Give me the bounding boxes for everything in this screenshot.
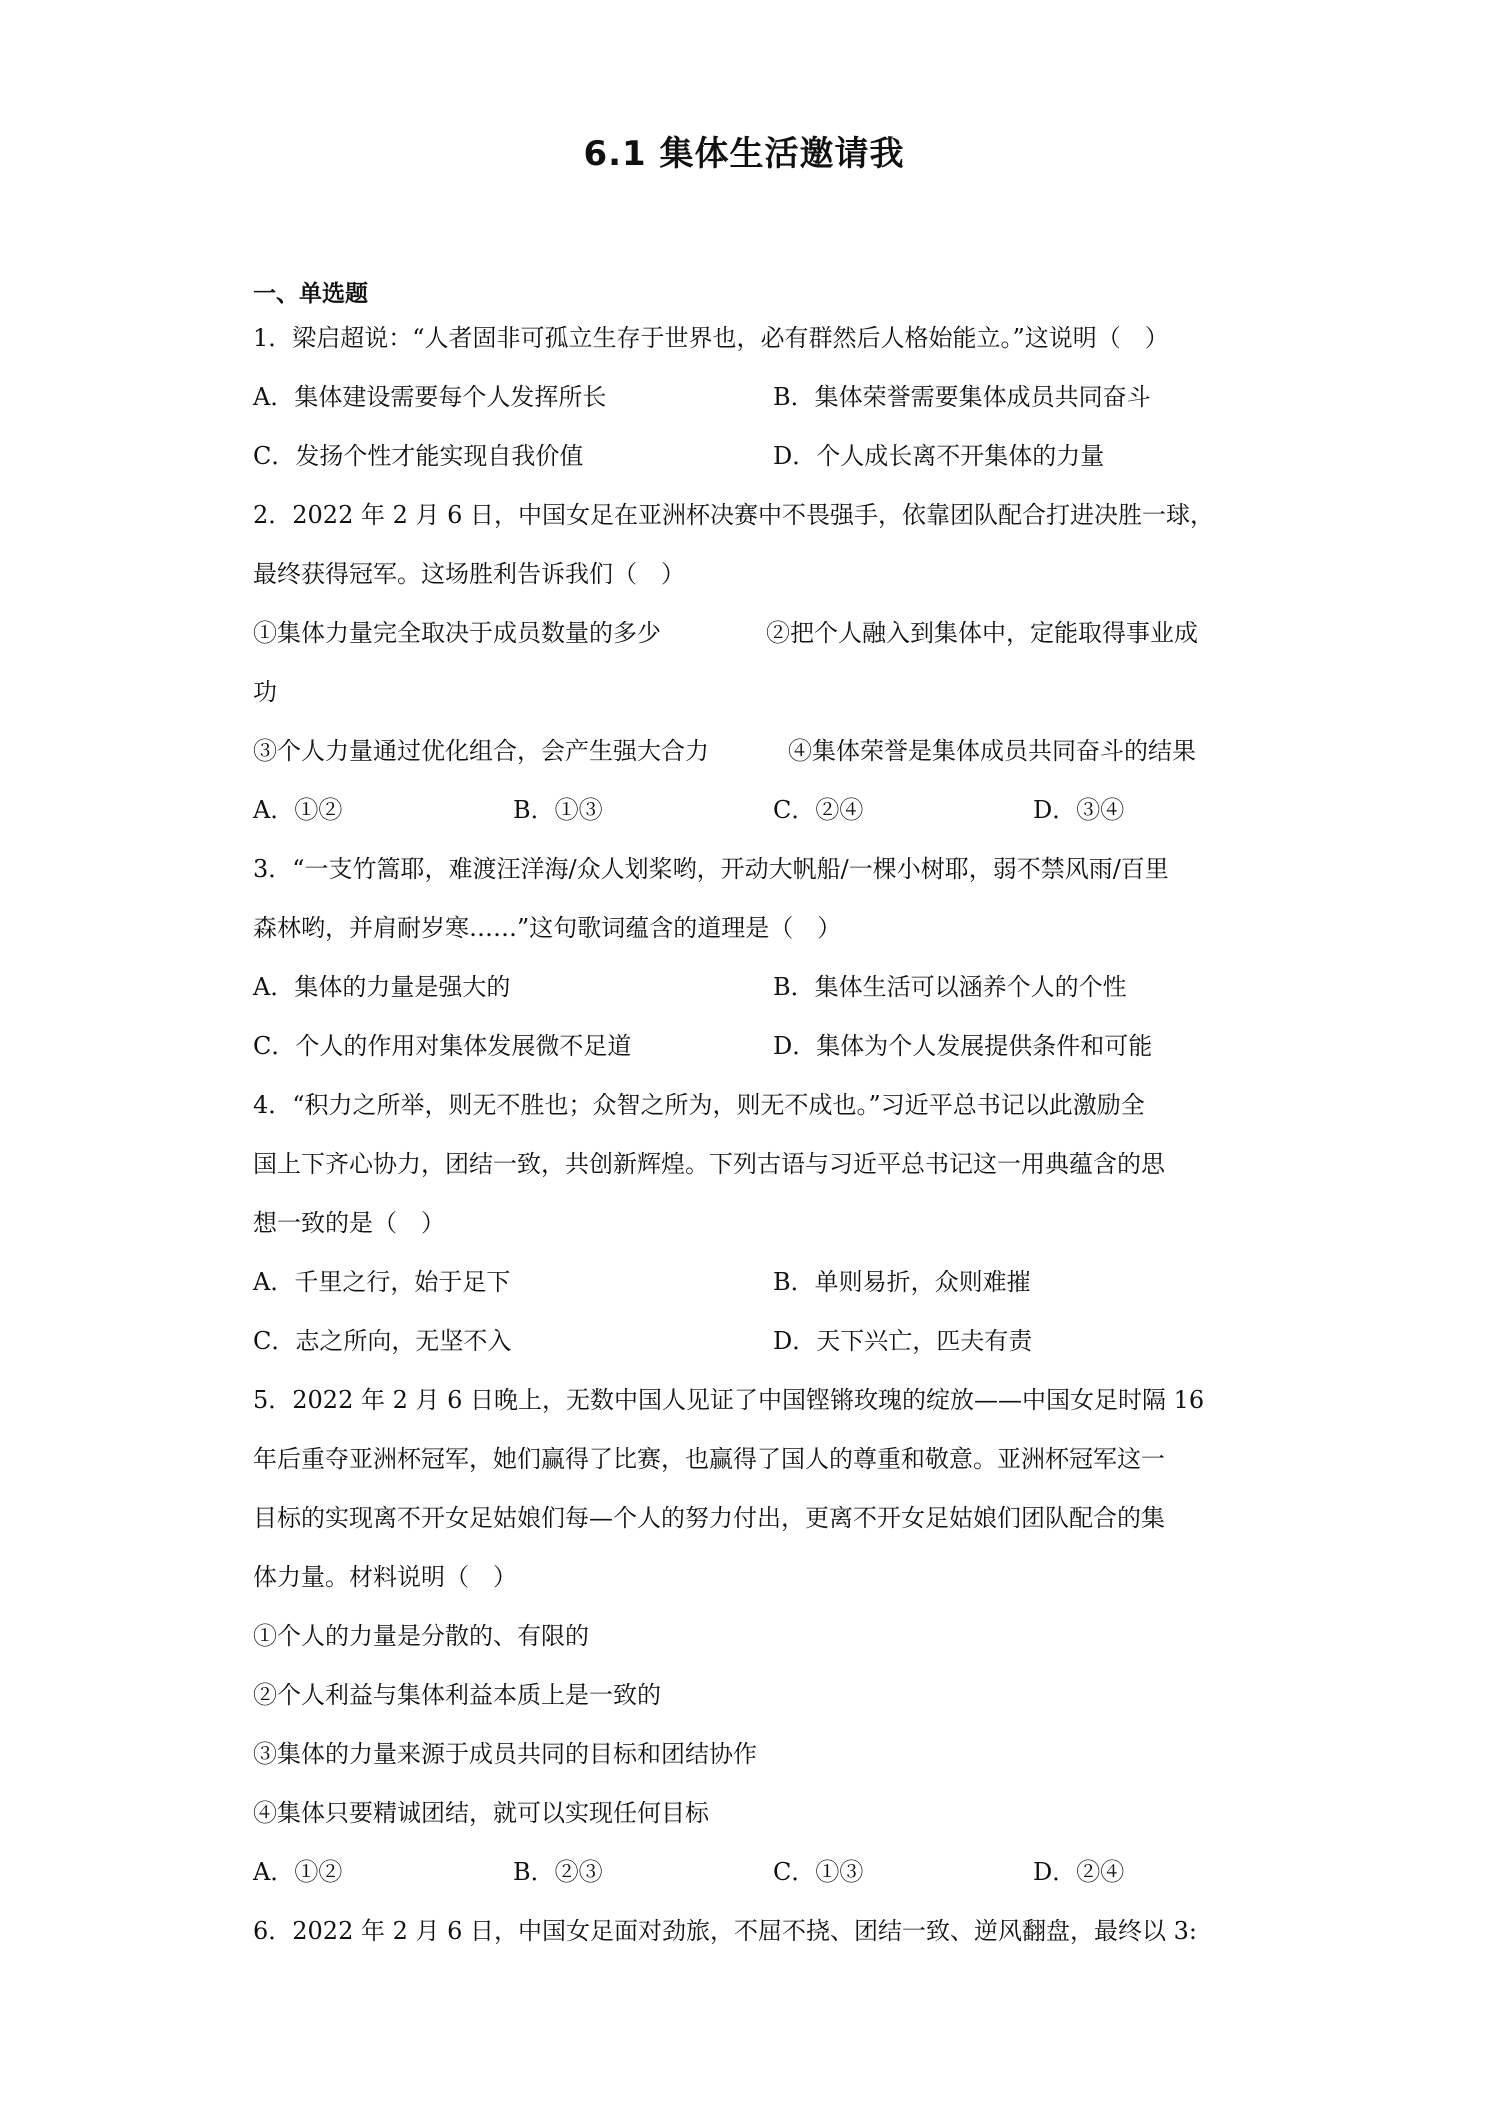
question-1-option-b: B．集体荣誉需要集体成员共同奋斗 bbox=[773, 383, 1151, 411]
question-2-option-d: D．③④ bbox=[1033, 796, 1125, 824]
question-3-option-d: D．集体为个人发展提供条件和可能 bbox=[773, 1032, 1153, 1060]
question-3-stem-line-1: 3．“一支竹篙耶，难渡汪洋海/众人划桨哟，开动大帆船/一棵小树耶，弱不禁风雨/百里 bbox=[253, 855, 1169, 883]
question-5-option-d: D．②④ bbox=[1033, 1858, 1125, 1886]
question-2-option-a: A．①② bbox=[253, 796, 343, 824]
question-3-option-b: B．集体生活可以涵养个人的个性 bbox=[773, 973, 1127, 1001]
question-5-statement-3: ③集体的力量来源于成员共同的目标和团结协作 bbox=[253, 1740, 757, 1768]
question-5-statement-4: ④集体只要精诚团结，就可以实现任何目标 bbox=[253, 1799, 709, 1827]
question-5-statement-2: ②个人利益与集体利益本质上是一致的 bbox=[253, 1681, 661, 1709]
question-4-stem-line-2: 国上下齐心协力，团结一致，共创新辉煌。下列古语与习近平总书记这一用典蕴含的思 bbox=[253, 1150, 1165, 1178]
question-2-statement-4: ④集体荣誉是集体成员共同奋斗的结果 bbox=[788, 737, 1196, 765]
question-2-statement-2: ②把个人融入到集体中，定能取得事业成 bbox=[766, 619, 1198, 647]
question-2-stem-line-2: 最终获得冠军。这场胜利告诉我们（ ） bbox=[253, 560, 685, 588]
question-4-option-a: A．千里之行，始于足下 bbox=[253, 1268, 511, 1296]
page-title: 6.1 集体生活邀请我 bbox=[583, 134, 905, 174]
question-5-statement-1: ①个人的力量是分散的、有限的 bbox=[253, 1622, 589, 1650]
question-2-statement-1: ①集体力量完全取决于成员数量的多少 bbox=[253, 619, 661, 647]
question-2-statement-3: ③个人力量通过优化组合，会产生强大合力 bbox=[253, 737, 709, 765]
question-4-option-d: D．天下兴亡，匹夫有责 bbox=[773, 1327, 1033, 1355]
question-5-stem-line-4: 体力量。材料说明（ ） bbox=[253, 1563, 517, 1591]
question-2-option-c: C．②④ bbox=[773, 796, 864, 824]
question-5-stem-line-2: 年后重夺亚洲杯冠军，她们赢得了比赛，也赢得了国人的尊重和敬意。亚洲杯冠军这一 bbox=[253, 1445, 1165, 1473]
question-4-stem-line-3: 想一致的是（ ） bbox=[253, 1209, 445, 1237]
question-1-option-d: D．个人成长离不开集体的力量 bbox=[773, 442, 1105, 470]
question-3-option-c: C．个人的作用对集体发展微不足道 bbox=[253, 1032, 632, 1060]
question-4-stem-line-1: 4．“积力之所举，则无不胜也；众智之所为，则无不成也。”习近平总书记以此激励全 bbox=[253, 1091, 1145, 1119]
question-5-stem-line-3: 目标的实现离不开女足姑娘们每—个人的努力付出，更离不开女足姑娘们团队配合的集 bbox=[253, 1504, 1165, 1532]
question-4-option-c: C．志之所向，无坚不入 bbox=[253, 1327, 512, 1355]
question-2-option-b: B．①③ bbox=[513, 796, 603, 824]
question-5-option-c: C．①③ bbox=[773, 1858, 864, 1886]
question-1-stem: 1．梁启超说：“人者固非可孤立生存于世界也，必有群然后人格始能立。”这说明（ ） bbox=[253, 324, 1169, 352]
question-1-option-c: C．发扬个性才能实现自我价值 bbox=[253, 442, 584, 470]
question-3-stem-line-2: 森林哟，并肩耐岁寒……”这句歌词蕴含的道理是（ ） bbox=[253, 914, 842, 942]
question-5-stem-line-1: 5．2022 年 2 月 6 日晚上，无数中国人见证了中国铿锵玫瑰的绽放——中国女足时隔 16 bbox=[253, 1386, 1205, 1414]
question-1-option-a: A．集体建设需要每个人发挥所长 bbox=[253, 383, 607, 411]
question-5-option-b: B．②③ bbox=[513, 1858, 603, 1886]
question-3-option-a: A．集体的力量是强大的 bbox=[253, 973, 511, 1001]
question-4-option-b: B．单则易折，众则难摧 bbox=[773, 1268, 1031, 1296]
section-heading: 一、单选题 bbox=[253, 281, 368, 307]
question-2-stem-line-1: 2．2022 年 2 月 6 日，中国女足在亚洲杯决赛中不畏强手，依靠团队配合打进决胜一球， bbox=[253, 501, 1215, 529]
question-6-stem-line-1: 6．2022 年 2 月 6 日，中国女足面对劲旅，不屈不挠、团结一致、逆风翻盘，最终以 3: bbox=[253, 1917, 1198, 1945]
question-2-statement-2-cont: 功 bbox=[253, 678, 277, 706]
question-5-option-a: A．①② bbox=[253, 1858, 343, 1886]
